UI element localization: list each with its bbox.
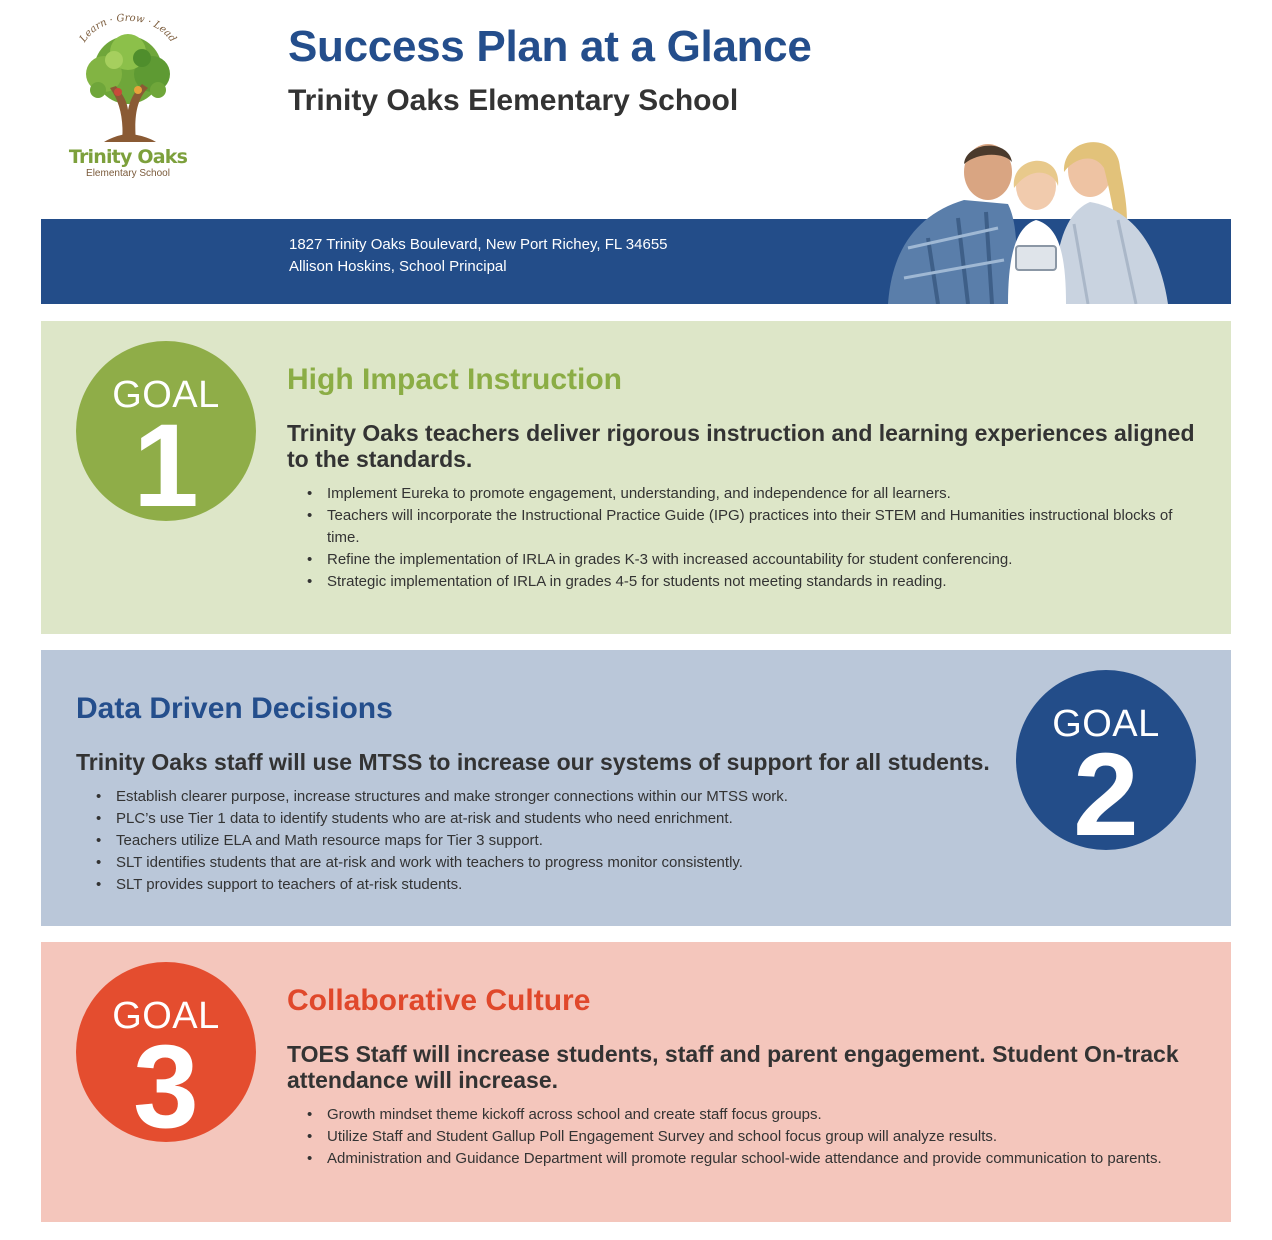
goal-1-panel	[41, 321, 1231, 634]
list-item: • Establish clearer purpose, increase structures and make stronger connections within our MTSS work.	[116, 786, 976, 808]
goal-3-title: Collaborative Culture	[287, 984, 591, 1017]
list-item: • Refine the implementation of IRLA in grades K-3 with increased accountability for student conferencing.	[327, 549, 1207, 571]
goal-1-statement: Trinity Oaks teachers deliver rigorous instruction and learning experiences aligned to the standards.	[287, 420, 1195, 472]
list-item: • Administration and Guidance Department will promote regular school-wide attendance and provide communication to parents.	[327, 1148, 1207, 1170]
goal-2-panel	[41, 650, 1231, 926]
goal-2-statement: Trinity Oaks staff will use MTSS to increase our systems of support for all students.	[76, 749, 990, 775]
goal-3-action-list	[327, 1104, 1207, 1170]
goal-2-badge	[1016, 670, 1196, 861]
svg-text:Learn · Grow · Lead: Learn · Grow · Lead	[77, 12, 179, 45]
goal-badge-number: 1	[133, 400, 199, 532]
list-item: • PLC’s use Tier 1 data to identify students who are at-risk and students who need enrichment.	[116, 808, 976, 830]
list-item: • Teachers utilize ELA and Math resource maps for Tier 3 support.	[116, 830, 976, 852]
goal-badge-number: 2	[1073, 729, 1139, 861]
logo-name: Trinity Oaks	[68, 146, 188, 168]
list-item: • Strategic implementation of IRLA in grades 4-5 for students not meeting standards in reading.	[327, 571, 1207, 593]
goal-badge-label: GOAL	[112, 995, 220, 1037]
goal-badge-label: GOAL	[112, 374, 220, 416]
goal-3-badge	[76, 962, 256, 1153]
list-item: • SLT provides support to teachers of at-risk students.	[116, 874, 976, 896]
goal-2-title: Data Driven Decisions	[76, 692, 393, 725]
goal-1-action-list	[327, 483, 1207, 593]
list-item: • Teachers will incorporate the Instructional Practice Guide (IPG) practices into their STEM and Humanities instructional blocks of time.	[327, 505, 1207, 549]
logo-subtitle: Elementary School	[86, 168, 170, 179]
page-title: Success Plan at a Glance	[288, 22, 812, 71]
goal-badge-number: 3	[133, 1021, 199, 1153]
school-principal: Allison Hoskins, School Principal	[289, 258, 507, 275]
list-item: • Utilize Staff and Student Gallup Poll Engagement Survey and school focus group will analyze results.	[327, 1126, 1207, 1148]
school-logo	[68, 8, 188, 178]
school-name: Trinity Oaks Elementary School	[288, 84, 739, 117]
list-item: • Implement Eureka to promote engagement, understanding, and independence for all learners.	[327, 483, 1207, 505]
goal-1-badge	[76, 341, 256, 532]
goal-2-action-list	[116, 786, 976, 896]
list-item: • Growth mindset theme kickoff across school and create staff focus groups.	[327, 1104, 1207, 1126]
tree-icon	[74, 30, 182, 148]
goal-badge-label: GOAL	[1052, 703, 1160, 745]
family-photo	[868, 128, 1178, 304]
school-address: 1827 Trinity Oaks Boulevard, New Port Richey, FL 34655	[289, 236, 668, 253]
goal-3-statement: TOES Staff will increase students, staff and parent engagement. Student On-track attendance will increase.	[287, 1041, 1179, 1093]
goal-3-panel	[41, 942, 1231, 1222]
goal-1-title: High Impact Instruction	[287, 363, 623, 396]
list-item: • SLT identifies students that are at-risk and work with teachers to progress monitor consistently.	[116, 852, 976, 874]
